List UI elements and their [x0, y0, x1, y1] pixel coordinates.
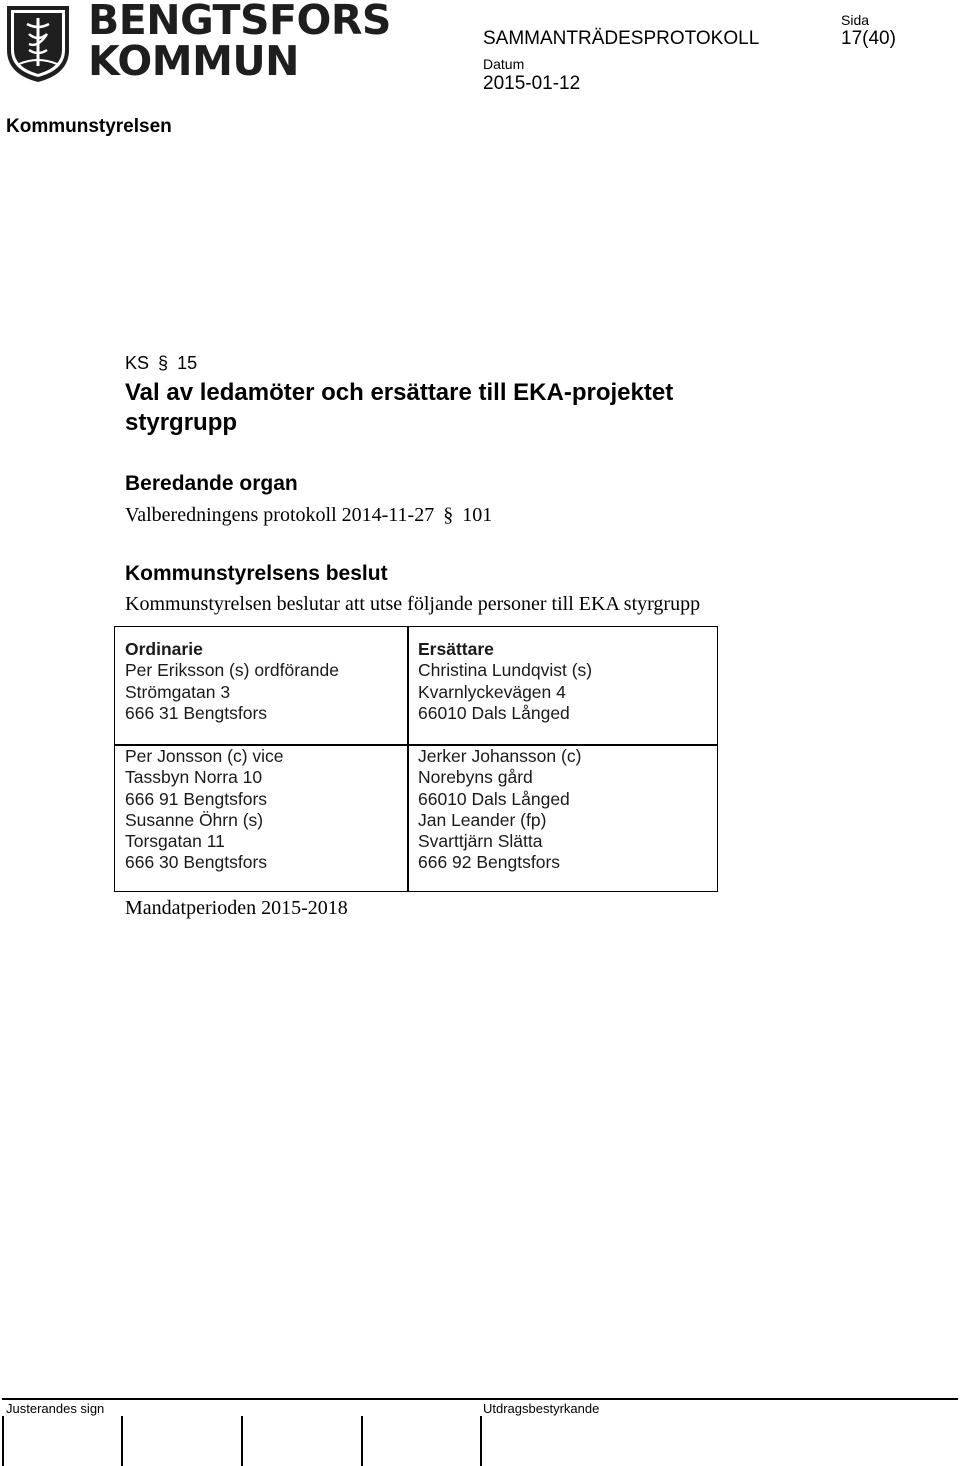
ersattare-2-line: 666 92 Bengtsfors	[418, 852, 561, 873]
signature-box-divider	[361, 1416, 363, 1466]
section-reference	[125, 354, 197, 372]
signature-box-divider	[121, 1416, 123, 1466]
ordinarie-2-line: Torsgatan 11	[125, 831, 225, 852]
ks-label: KS	[125, 353, 150, 373]
logo-text-line-1: BENGTSFORS	[88, 0, 391, 44]
ersattare-cell-2	[418, 746, 581, 874]
date-value: 2015-01-12	[483, 73, 581, 94]
ersattare-2-line: 66010 Dals Långed	[418, 788, 570, 809]
footer-divider	[2, 1398, 958, 1400]
ordinarie-2-line: Tassbyn Norra 10	[125, 767, 263, 788]
ordinarie-1-line: Per Eriksson (s) ordförande	[125, 660, 339, 681]
ersattare-cell-1	[418, 639, 592, 724]
signature-box-divider	[480, 1416, 482, 1466]
prep-number: 101	[462, 504, 493, 526]
page-title-line-1: Val av ledamöter och ersättare till EKA-projektet	[125, 379, 674, 406]
prep-heading: Beredande organ	[125, 472, 298, 495]
member-table	[114, 626, 718, 892]
prep-text-main: Valberedningens protokoll 2014-11-27	[125, 504, 435, 526]
ordinarie-2-line: Susanne Öhrn (s)	[125, 809, 264, 830]
ordinarie-2-line: Per Jonsson (c) vice	[125, 746, 284, 766]
signature-footer	[0, 1398, 960, 1466]
table-column-divider	[407, 627, 409, 891]
logo-text-line-2: KOMMUN	[88, 37, 299, 85]
prep-text	[125, 505, 492, 525]
ersattare-1-line: 66010 Dals Långed	[418, 702, 570, 723]
ersattare-1-line: Kvarnlyckevägen 4	[418, 681, 566, 702]
paragraph-sign: §	[443, 504, 454, 526]
decision-heading: Kommunstyrelsens beslut	[125, 562, 388, 585]
signature-box-divider	[2, 1416, 4, 1466]
ersattare-2-line: Svarttjärn Slätta	[418, 831, 543, 852]
period-text: Mandatperioden 2015-2018	[125, 897, 348, 919]
signature-box-divider	[241, 1416, 243, 1466]
decision-text: Kommunstyrelsen beslutar att utse följande personer till EKA styrgrupp	[125, 593, 701, 615]
ersattare-2-line: Norebyns gård	[418, 767, 533, 788]
municipality-coat-of-arms-icon	[5, 4, 71, 84]
sign-label: Justerandes sign	[6, 1401, 105, 1416]
paragraph-sign: §	[158, 353, 169, 373]
page-label: Sida	[841, 12, 870, 28]
body-name: Kommunstyrelsen	[6, 116, 172, 137]
date-label: Datum	[483, 56, 525, 72]
page-number: 17(40)	[841, 28, 896, 49]
ks-number: 15	[177, 353, 198, 373]
ersattare-2-line: Jan Leander (fp)	[418, 809, 547, 830]
ersattare-1-line: Christina Lundqvist (s)	[418, 660, 593, 681]
ordinarie-cell-2	[125, 746, 284, 874]
ersattare-heading: Ersättare	[418, 639, 494, 659]
ordinarie-2-line: 666 30 Bengtsfors	[125, 852, 268, 873]
ordinarie-2-line: 666 91 Bengtsfors	[125, 788, 268, 809]
ordinarie-heading: Ordinarie	[125, 639, 203, 659]
ordinarie-1-line: Strömgatan 3	[125, 681, 231, 702]
page-title-line-2: styrgrupp	[125, 409, 238, 436]
cert-label: Utdragsbestyrkande	[483, 1401, 600, 1416]
ersattare-2-line: Jerker Johansson (c)	[418, 746, 582, 766]
ordinarie-cell-1	[125, 639, 339, 724]
ordinarie-1-line: 666 31 Bengtsfors	[125, 702, 268, 723]
document-type: SAMMANTRÄDESPROTOKOLL	[483, 28, 760, 49]
